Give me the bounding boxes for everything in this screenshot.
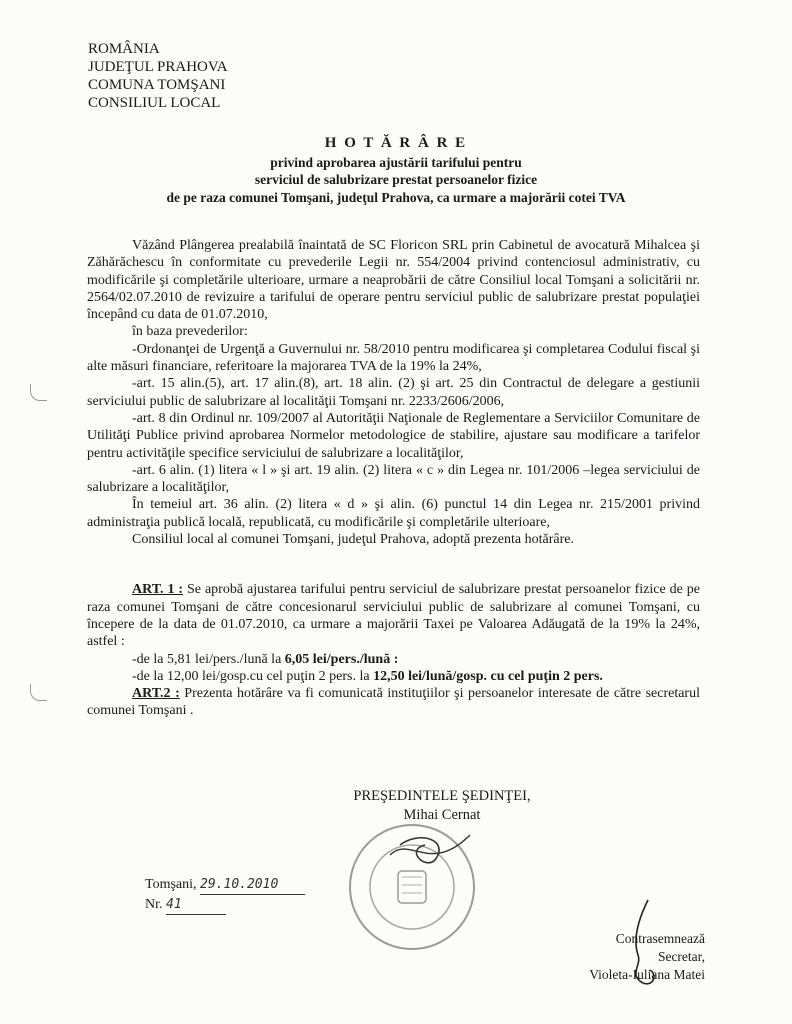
preamble-paragraph: -Ordonanţei de Urgenţă a Guvernului nr. 58/2010 pentru modificarea şi completarea Codului fiscal şi alte măsuri financiare, referitoare la majorarea TVA de la 19% la 24%,: [87, 341, 700, 375]
preamble-paragraph: Văzând Plângerea prealabilă înaintată de SC Floricon SRL prin Cabinetul de avocatură Mihalcea şi Zăhărăchescu în conformitate cu prevederile Legii nr. 554/2004 privind contenciosul administrativ, cu modificările şi completările ulterioare, urmare a neaprobării de către Consiliul local Tomşani a solicitării nr. 2564/02.07.2010 de revizuire a tarifului de operare pentru serviciul public de salubrizare prestat populaţiei începând cu data de 01.07.2010,: [87, 238, 700, 323]
article-1-label: ART. 1 :: [132, 582, 184, 598]
tariff-item-2-value: 12,50 lei/lună/gosp. cu cel puţin 2 pers.: [373, 668, 603, 684]
title-subline-3: de pe raza comunei Tomşani, judeţul Prahova, ca urmare a majorării cotei TVA: [166, 190, 626, 205]
place-date-number: [145, 875, 305, 915]
title-subline-1: privind aprobarea ajustării tarifului pentru: [270, 155, 522, 170]
article-1-text: Se aprobă ajustarea tarifului pentru serviciul de salubrizare prestat persoanelor fizice de pe raza comunei Tomşani de către concesionarul serviciului public de salubrizare al comunei Tomşani, cu începere de la data de 01.07.2010, ca urmare a majorării Taxei pe Valoarea Adăugată de la 19% la 24%, astfel :: [87, 582, 700, 650]
preamble-paragraph: Consiliul local al comunei Tomşani, judeţul Prahova, adoptă prezenta hotărâre.: [132, 532, 574, 548]
article-2-label: ART.2 :: [132, 686, 180, 702]
tariff-item-1-value: 6,05 lei/pers./lună :: [284, 651, 399, 667]
header-county: JUDEŢUL PRAHOVA: [88, 59, 228, 75]
preamble-paragraph: -art. 6 alin. (1) litera « l » şi art. 19 alin. (2) litera « c » din Legea nr. 101/2006 –legea serviciului de salubrizare a localităţilor,: [87, 462, 700, 496]
document-date: 29.10.2010: [200, 875, 305, 895]
secretary-title: Secretar,: [657, 949, 705, 964]
secretary-name: Violeta-Iuliana Matei: [589, 967, 705, 982]
president-name: Mihai Cernat: [403, 807, 481, 823]
preamble-paragraph: în baza prevederilor:: [132, 324, 248, 340]
header-council: CONSILIUL LOCAL: [88, 95, 221, 111]
number-label: Nr.: [145, 897, 163, 912]
president-title: PREŞEDINTELE ŞEDINŢEI,: [353, 788, 531, 804]
article-1: [87, 581, 700, 650]
official-stamp-icon: [330, 815, 495, 955]
countersign-label: Contrasemnează: [615, 931, 705, 946]
document-body: [87, 237, 700, 720]
document-number: 41: [166, 895, 226, 915]
tariff-item-1: [87, 651, 700, 668]
preamble-paragraph: În temeiul art. 36 alin. (2) litera « d » şi alin. (6) punctul 14 din Legea nr. 215/2001 privind administraţia publică locală, republicată, cu modificările şi completările ulterioare,: [87, 497, 700, 530]
preamble-paragraph: -art. 15 alin.(5), art. 17 alin.(8), art. 18 alin. (2) şi art. 25 din Contractul de delegare a gestiunii serviciului public de salubrizare al localităţii Tomşani nr. 2233/2606/2006,: [87, 376, 700, 409]
countersign-block: [570, 930, 705, 984]
place-label: Tomşani,: [145, 877, 197, 892]
tariff-item-1-prefix: -de la 5,81 lei/pers./lună la: [132, 651, 285, 667]
punch-hole-mark: [30, 384, 47, 401]
issuer-header: [88, 40, 228, 112]
tariff-item-2-prefix: -de la 12,00 lei/gosp.cu cel puţin 2 pers. la: [132, 668, 374, 684]
article-2: [87, 685, 700, 720]
punch-hole-mark: [30, 684, 47, 701]
header-country: ROMÂNIA: [88, 41, 160, 57]
tariff-item-2: [87, 668, 700, 685]
header-commune: COMUNA TOMŞANI: [88, 77, 226, 93]
article-2-text: Prezenta hotărâre va fi comunicată instituţiilor şi persoanelor interesate de către secretarul comunei Tomşani .: [87, 686, 700, 719]
preamble-paragraph: -art. 8 din Ordinul nr. 109/2007 al Autorităţii Naţionale de Reglementare a Serviciilor Comunitare de Utilităţi Publice privind aprobarea Normelor metodologice de stabilire, ajustare sau modificare a tarifelor pentru activităţile specifice serviciului de salubrizare a localităţilor,: [87, 410, 700, 461]
title-subline-2: serviciul de salubrizare prestat persoanelor fizice: [254, 172, 538, 187]
document-title: H O T Ă R Â R E: [324, 135, 468, 151]
